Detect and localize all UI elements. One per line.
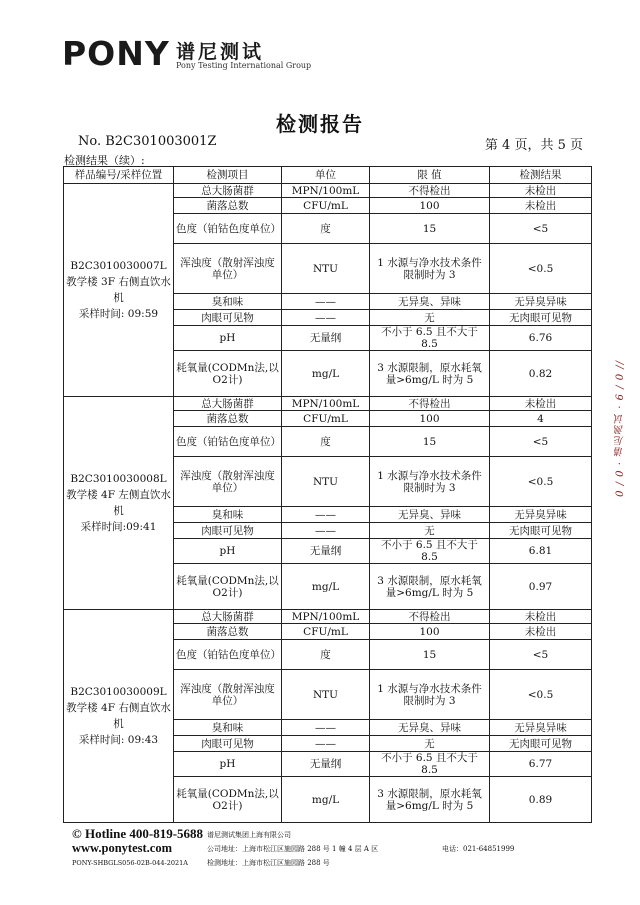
report-number: No. B2C301003001Z (78, 134, 217, 149)
test-item: 色度（铂钴色度单位） (174, 214, 282, 244)
limit-value: 100 (370, 411, 490, 427)
unit: 无量纲 (282, 539, 370, 564)
results-table (63, 166, 592, 823)
unit: CFU/mL (282, 411, 370, 427)
unit: 度 (282, 427, 370, 457)
test-result: 无肉眼可见物 (490, 310, 592, 326)
limit-value: 无 (370, 523, 490, 539)
limit-value: 15 (370, 427, 490, 457)
limit-value: 不得检出 (370, 610, 490, 624)
limit-value: 无异臭、异味 (370, 720, 490, 736)
unit: MPN/100mL (282, 397, 370, 411)
limit-value: 不得检出 (370, 184, 490, 198)
test-item: 总大肠菌群 (174, 184, 282, 198)
test-item: 耗氧量(CODMn法,以O2计) (174, 351, 282, 397)
table-row (64, 397, 592, 411)
test-item: 浑浊度（散射浑浊度单位） (174, 670, 282, 720)
unit: MPN/100mL (282, 610, 370, 624)
limit-value: 不小于 6.5 且不大于 8.5 (370, 326, 490, 351)
hotline (72, 826, 203, 842)
sample-cell (64, 184, 174, 397)
test-result: <5 (490, 640, 592, 670)
sample-time: 采样时间: 09:43 (78, 734, 159, 746)
test-result: <5 (490, 214, 592, 244)
unit: —— (282, 294, 370, 310)
test-item: 耗氧量(CODMn法,以O2计) (174, 777, 282, 823)
test-item: 肉眼可见物 (174, 523, 282, 539)
lab-address: 检测地址：上海市松江区施园路 288 号 (207, 859, 330, 867)
test-result: 0.89 (490, 777, 592, 823)
test-item: 浑浊度（散射浑浊度单位） (174, 457, 282, 507)
unit: 无量纲 (282, 326, 370, 351)
test-item: 总大肠菌群 (174, 610, 282, 624)
header-result: 检测结果 (490, 167, 592, 184)
table-row (64, 184, 592, 198)
test-result: 6.81 (490, 539, 592, 564)
phone: 电话：021-64851999 (442, 845, 515, 853)
test-item: 臭和味 (174, 720, 282, 736)
test-result: 未检出 (490, 198, 592, 214)
unit: mg/L (282, 564, 370, 610)
test-result: 无肉眼可见物 (490, 736, 592, 752)
test-item: 臭和味 (174, 507, 282, 523)
unit: mg/L (282, 777, 370, 823)
limit-value: 1 水源与净水技术条件限制时为 3 (370, 244, 490, 294)
test-item: pH (174, 539, 282, 564)
report-header (0, 0, 640, 80)
limit-value: 3 水源限制，原水耗氧量>6mg/L 时为 5 (370, 564, 490, 610)
test-result: 未检出 (490, 610, 592, 624)
sample-id: B2C3010030008L (70, 473, 167, 485)
unit: NTU (282, 244, 370, 294)
limit-value: 不小于 6.5 且不大于 8.5 (370, 752, 490, 777)
limit-value: 100 (370, 198, 490, 214)
test-result: 无异臭异味 (490, 294, 592, 310)
unit: —— (282, 523, 370, 539)
unit: CFU/mL (282, 198, 370, 214)
company-address: 公司地址：上海市松江区施园路 288 号 1 幢 4 层 A 区 (207, 845, 379, 853)
sample-id: B2C3010030009L (70, 686, 167, 698)
table-row (64, 610, 592, 624)
sample-location: 教学楼 4F 左侧直饮水机 (66, 489, 171, 517)
logo-english-name: Pony Testing International Group (176, 61, 312, 70)
results-continued-label: 检测结果（续）: (64, 154, 145, 167)
test-result: <0.5 (490, 457, 592, 507)
limit-value: 100 (370, 624, 490, 640)
test-item: 菌落总数 (174, 624, 282, 640)
sample-location: 教学楼 4F 右侧直饮水机 (66, 702, 171, 730)
test-item: 肉眼可见物 (174, 736, 282, 752)
header-sample: 样品编号/采样位置 (64, 167, 174, 184)
test-item: pH (174, 752, 282, 777)
limit-value: 15 (370, 214, 490, 244)
test-result: 6.77 (490, 752, 592, 777)
company-name: 谱尼测试集团上海有限公司 (207, 831, 291, 839)
test-item: 菌落总数 (174, 411, 282, 427)
test-item: 菌落总数 (174, 198, 282, 214)
sample-time: 采样时间:09:41 (80, 521, 157, 533)
test-result: 0.97 (490, 564, 592, 610)
logo-chinese-name: 谱尼测试 (176, 41, 265, 63)
unit: —— (282, 736, 370, 752)
test-result: 6.76 (490, 326, 592, 351)
sample-cell (64, 397, 174, 610)
test-result: <5 (490, 427, 592, 457)
test-item: 色度（铂钴色度单位） (174, 427, 282, 457)
test-result: 4 (490, 411, 592, 427)
limit-value: 无 (370, 310, 490, 326)
unit: —— (282, 310, 370, 326)
test-result: 未检出 (490, 624, 592, 640)
test-result: 无异臭异味 (490, 720, 592, 736)
table-body (64, 184, 592, 823)
unit: CFU/mL (282, 624, 370, 640)
sample-location: 教学楼 3F 右侧直饮水机 (66, 276, 171, 304)
document-title: 检测报告 (276, 112, 364, 136)
limit-value: 1 水源与净水技术条件限制时为 3 (370, 670, 490, 720)
test-item: 色度（铂钴色度单位） (174, 640, 282, 670)
test-result: 未检出 (490, 184, 592, 198)
page-info: 第 4 页，共 5 页 (484, 138, 583, 153)
website: www.ponytest.com (72, 841, 172, 855)
side-security-mark: 0 / 0 · 谱尼测试 · 6 / 0 // (615, 360, 626, 497)
test-item: 耗氧量(CODMn法,以O2计) (174, 564, 282, 610)
limit-value: 不得检出 (370, 397, 490, 411)
limit-value: 1 水源与净水技术条件限制时为 3 (370, 457, 490, 507)
unit: 度 (282, 214, 370, 244)
company-logo (62, 34, 170, 73)
test-result: 未检出 (490, 397, 592, 411)
limit-value: 无异臭、异味 (370, 507, 490, 523)
test-result: 0.82 (490, 351, 592, 397)
test-item: 浑浊度（散射浑浊度单位） (174, 244, 282, 294)
unit: 度 (282, 640, 370, 670)
limit-value: 3 水源限制，原水耗氧量>6mg/L 时为 5 (370, 351, 490, 397)
limit-value: 无 (370, 736, 490, 752)
hotline-text: Hotline 400-819-5688 (84, 826, 204, 841)
copyright-icon: © (72, 826, 82, 841)
logo-text: PONY (62, 34, 170, 73)
test-result: <0.5 (490, 244, 592, 294)
sample-time: 采样时间: 09:59 (78, 308, 159, 320)
limit-value: 不小于 6.5 且不大于 8.5 (370, 539, 490, 564)
table-header-row (64, 167, 592, 184)
test-item: 肉眼可见物 (174, 310, 282, 326)
unit: NTU (282, 457, 370, 507)
sample-id: B2C3010030007L (70, 260, 167, 272)
test-result: 无异臭异味 (490, 507, 592, 523)
limit-value: 无异臭、异味 (370, 294, 490, 310)
header-unit: 单位 (282, 167, 370, 184)
limit-value: 3 水源限制，原水耗氧量>6mg/L 时为 5 (370, 777, 490, 823)
unit: MPN/100mL (282, 184, 370, 198)
test-item: 总大肠菌群 (174, 397, 282, 411)
unit: NTU (282, 670, 370, 720)
unit: —— (282, 720, 370, 736)
test-result: 无肉眼可见物 (490, 523, 592, 539)
unit: —— (282, 507, 370, 523)
unit: 无量纲 (282, 752, 370, 777)
unit: mg/L (282, 351, 370, 397)
document-code: PONY-SHBGLS056-02B-044-2021A (72, 859, 188, 867)
header-item: 检测项目 (174, 167, 282, 184)
test-item: pH (174, 326, 282, 351)
test-item: 臭和味 (174, 294, 282, 310)
limit-value: 15 (370, 640, 490, 670)
test-result: <0.5 (490, 670, 592, 720)
sample-cell (64, 610, 174, 823)
header-limit: 限 值 (370, 167, 490, 184)
